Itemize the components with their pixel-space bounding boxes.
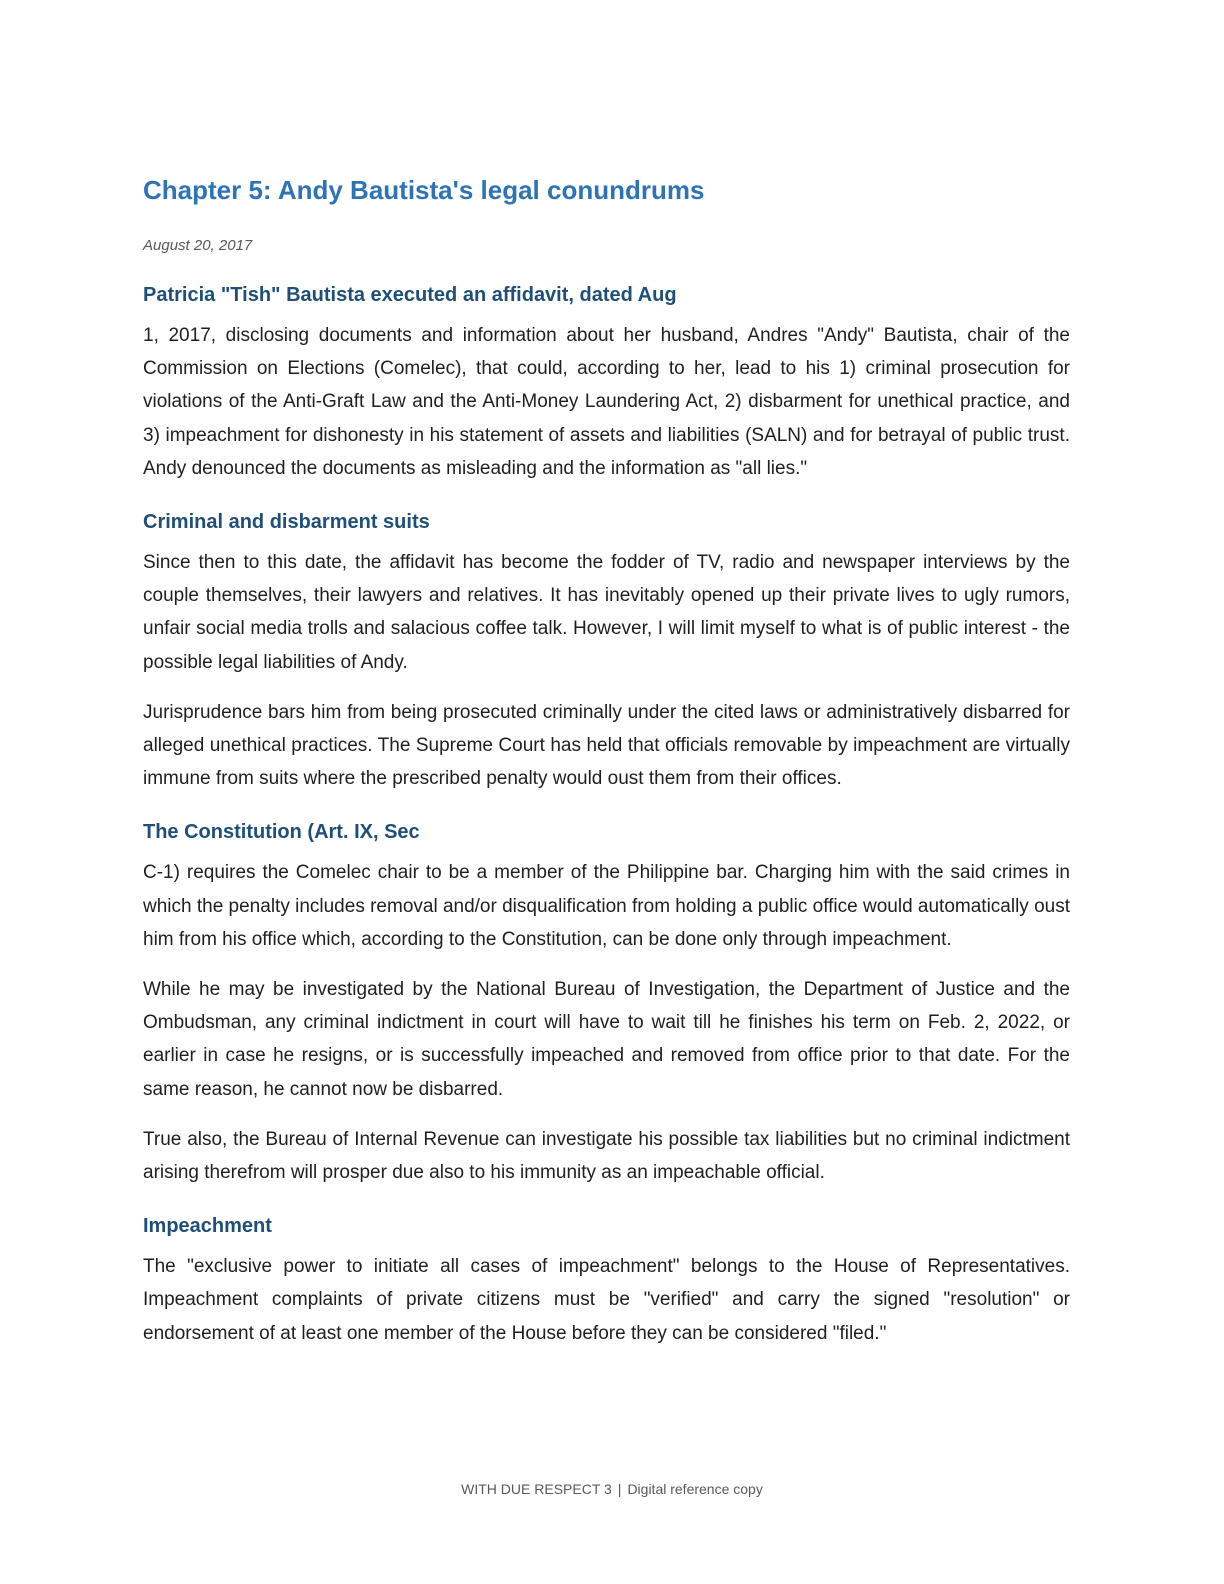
chapter-title: Chapter 5: Andy Bautista's legal conundrums bbox=[143, 175, 705, 205]
paragraph: The "exclusive power to initiate all cases of impeachment" belongs to the House of Representatives. Impeachment complaints of private citizens must be "verified" and carry the signed "resolution" or endorsement of at least one member of the House before they can be considered "filed." bbox=[143, 1256, 1070, 1344]
document-body bbox=[143, 170, 1070, 1367]
paragraph: Jurisprudence bars him from being prosecuted criminally under the cited laws or administratively disbarred for alleged unethical practices. The Supreme Court has held that officials removable by impeachment are virtually immune from suits where the prescribed penalty would oust them from their offices. bbox=[143, 701, 1070, 790]
footer-page-label: WITH DUE RESPECT 3 bbox=[461, 1481, 612, 1497]
page-footer bbox=[0, 1479, 1224, 1499]
section-impeachment bbox=[143, 1210, 1070, 1350]
section-heading: Criminal and disbarment suits bbox=[143, 511, 430, 534]
section-criminal-disbarment bbox=[143, 506, 1070, 795]
paragraph: True also, the Bureau of Internal Revenue can investigate his possible tax liabilities but no criminal indictment arising therefrom will prosper due also to his immunity as an impeachable official. bbox=[143, 1128, 1070, 1184]
footer-separator: | bbox=[617, 1481, 622, 1497]
paragraph: 1, 2017, disclosing documents and information about her husband, Andres "Andy" Bautista, chair of the Commission on Elections (Comelec), that could, according to her, lead to his 1) criminal prosecution for violations of the Anti-Graft Law and the Anti-Money Laundering Act, 2) disbarment for unethical practice, and 3) impeachment for dishonesty in his statement of assets and liabilities (SALN) and for betrayal of public trust. Andy denounced the documents as misleading and the information as "all lies." bbox=[143, 325, 1070, 479]
publication-date: August 20, 2017 bbox=[143, 237, 253, 254]
paragraph: While he may be investigated by the National Bureau of Investigation, the Department of Justice and the Ombudsman, any criminal indictment in court will have to wait till he finishes his term on Feb. 2, 2022, or earlier in case he resigns, or is successfully impeached and removed from office prior to that date. For the same reason, he cannot now be disbarred. bbox=[143, 979, 1070, 1100]
section-heading: Impeachment bbox=[143, 1215, 272, 1238]
footer-reference-label: Digital reference copy bbox=[627, 1481, 763, 1497]
section-constitution bbox=[143, 816, 1070, 1189]
paragraph: Since then to this date, the affidavit has become the fodder of TV, radio and newspaper interviews by the couple themselves, their lawyers and relatives. It has inevitably opened up their private lives to ugly rumors, unfair social media trolls and salacious coffee talk. However, I will limit myself to what is of public interest - the possible legal liabilities of Andy. bbox=[143, 552, 1070, 673]
section-affidavit bbox=[143, 279, 1070, 485]
paragraph: C-1) requires the Comelec chair to be a member of the Philippine bar. Charging him with the said crimes in which the penalty includes removal and/or disqualification from holding a public office would automatically oust him from his office which, according to the Constitution, can be done only through impeachment. bbox=[143, 862, 1070, 950]
section-heading: The Constitution (Art. IX, Sec bbox=[143, 821, 420, 844]
section-heading: Patricia "Tish" Bautista executed an affidavit, dated Aug bbox=[143, 284, 677, 306]
